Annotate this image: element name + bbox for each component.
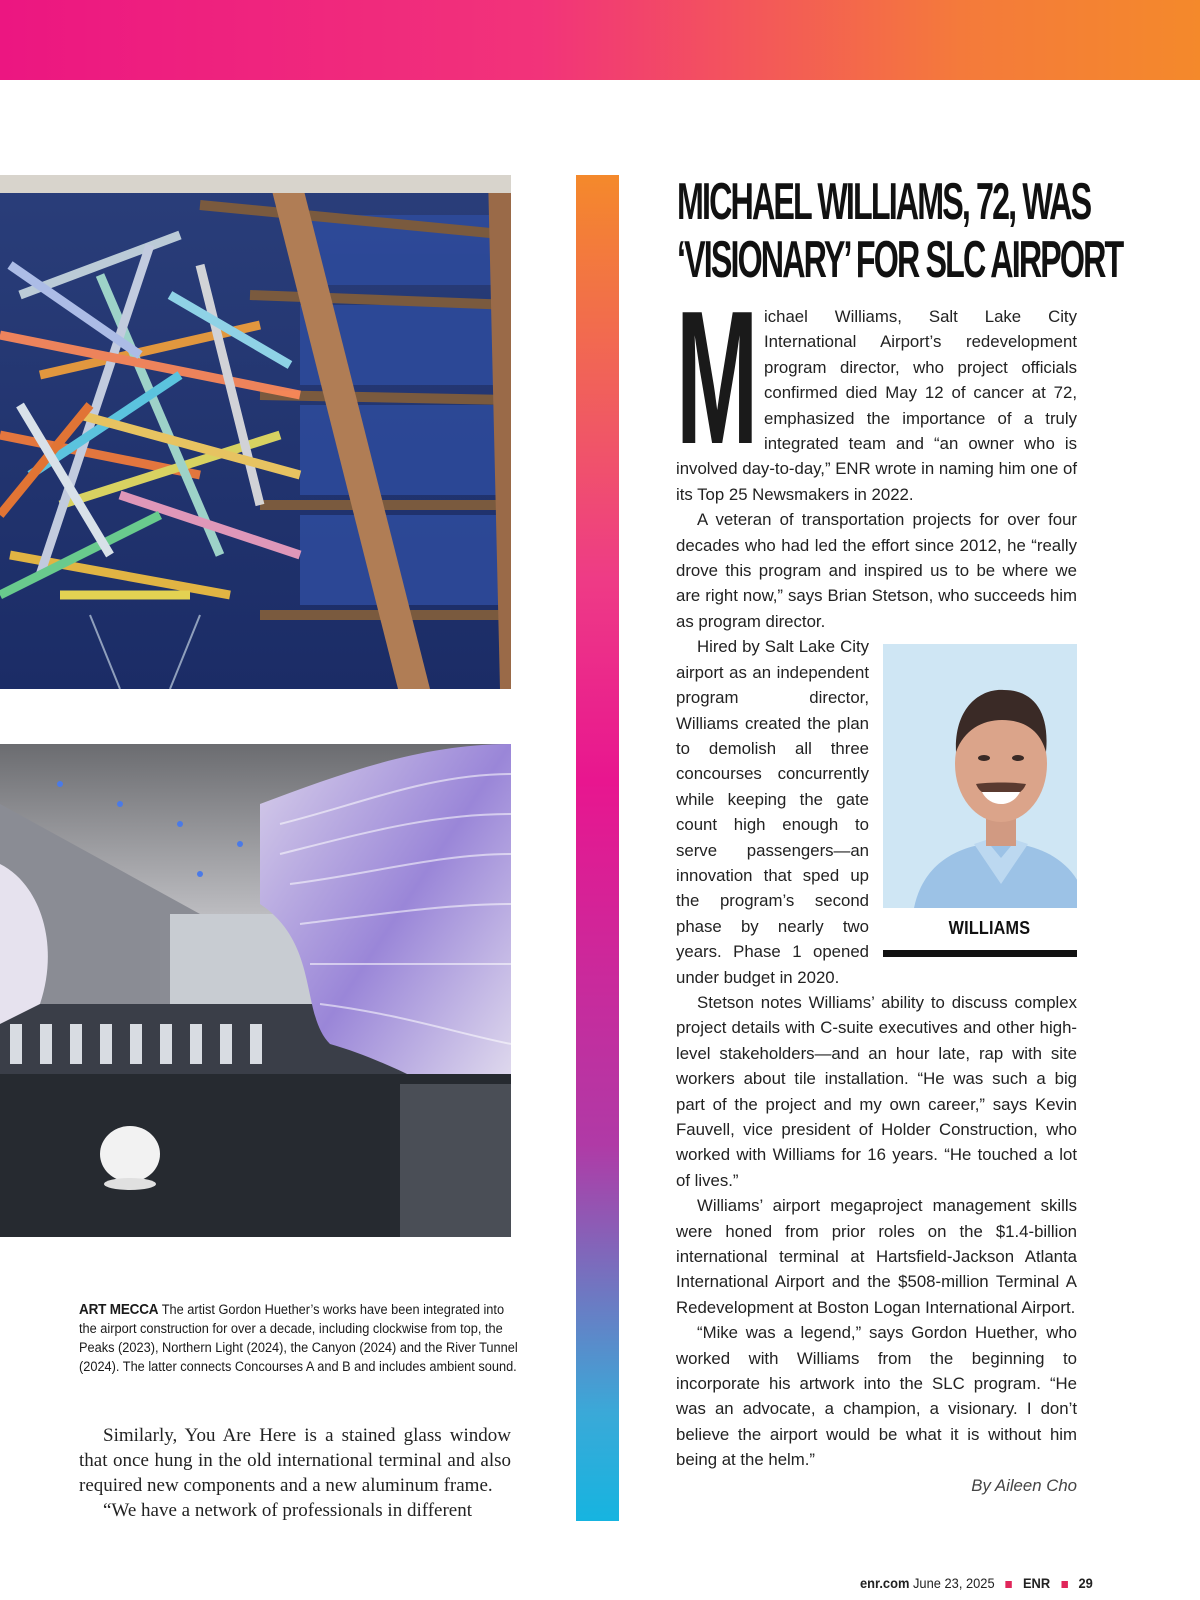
photo-the-peaks-sculpture [0, 175, 511, 689]
gradient-accent-bar [576, 175, 619, 1521]
drop-cap: M [676, 272, 759, 484]
headline-line-1: MICHAEL WILLIAMS, 72, WAS [677, 173, 1091, 231]
page-footer [860, 1575, 1099, 1591]
footer-page-number: 29 [1078, 1575, 1093, 1591]
caption-lead: ART MECCA [79, 1301, 159, 1318]
footer-date: June 23, 2025 [912, 1575, 995, 1591]
footer-square-icon [1006, 1581, 1012, 1588]
top-gradient-band [0, 0, 1200, 80]
photo-the-canyon-installation [0, 744, 511, 1237]
portrait-rule [883, 950, 1077, 957]
article-paragraph-1: Michael Williams, Salt Lake City International Airport’s redevelopment program director, who project officials confirmed died May 12 of cancer at 72, emphasized the importance of a truly integrated team and “an owner who is involved day-to-day,” ENR wrote in naming him one of its Top 25 Newsmakers in 2022. [676, 272, 1077, 504]
portrait-box [877, 644, 1077, 972]
article-paragraph-2: A veteran of transportation projects for over four decades who had led the effort since 2012, he “really drove this program and inspired us to be where we are right now,” says Brian Stetson, who succeeds him as program director. [676, 510, 1077, 631]
footer-square-icon [1061, 1581, 1067, 1588]
article-paragraph-6: “Mike was a legend,” says Gordon Huether, who worked with Williams from the beginning to incorporate his artwork into the SLC program. “He was an advocate, a champion, a visionary. I don’t believe the airport would be what it is without him being at the helm.” [676, 1323, 1077, 1470]
left-paragraph: Similarly, You Are Here is a stained glass window that once hung in the old international terminal and also required new components and a new aluminum frame. [79, 1425, 511, 1496]
headline-line-2: ‘VISIONARY’ FOR SLC AIRPORT [677, 231, 1123, 289]
article-body [676, 272, 1077, 1498]
portrait-label: WILLIAMS [948, 918, 1031, 939]
portrait-photo-williams [883, 644, 1077, 908]
article-paragraph-4: Stetson notes Williams’ ability to discuss complex project details with C-suite executives and other high-level stakeholders—and an hour late, rap with site workers about tile installation. “He was such a big part of the project and my own career,” says Kevin Fauvell, vice president of Holder Construction, who worked with Williams for 16 years. “He touched a lot of lives.” [676, 992, 1077, 1190]
byline: By Aileen Cho [971, 1475, 1077, 1495]
photo-caption [79, 1300, 520, 1377]
article-paragraph-3: WILLIAMS Hired by Salt Lake City airport as an independent program director, Williams created the plan to demolish all three concourses concurrently while keeping the gate count high enough to serve passengers—an innovation that sped up the program’s second phase by nearly two years. Phase 1 opened under budget in 2020. [676, 634, 1077, 990]
left-column-body [79, 1423, 511, 1523]
left-paragraph: “We have a network of professionals in different [103, 1500, 473, 1521]
article-paragraph-5: Williams’ airport megaproject management skills were honed from prior roles on the $1.4-billion international terminal at Hartsfield-Jackson Atlanta International Airport and the $508-million Terminal A Redevelopment at Boston Logan International Airport. [676, 1196, 1077, 1317]
footer-site: enr.com [860, 1575, 910, 1591]
caption-text: The artist Gordon Huether’s works have been integrated into the airport construction for over a decade, including clockwise from top, the Peaks (2023), Northern Light (2024), the Canyon (2024) and the River Tunnel (2024). The latter connects Concourses A and B and includes ambient sound. [79, 1302, 518, 1375]
footer-magazine: ENR [1022, 1575, 1051, 1591]
